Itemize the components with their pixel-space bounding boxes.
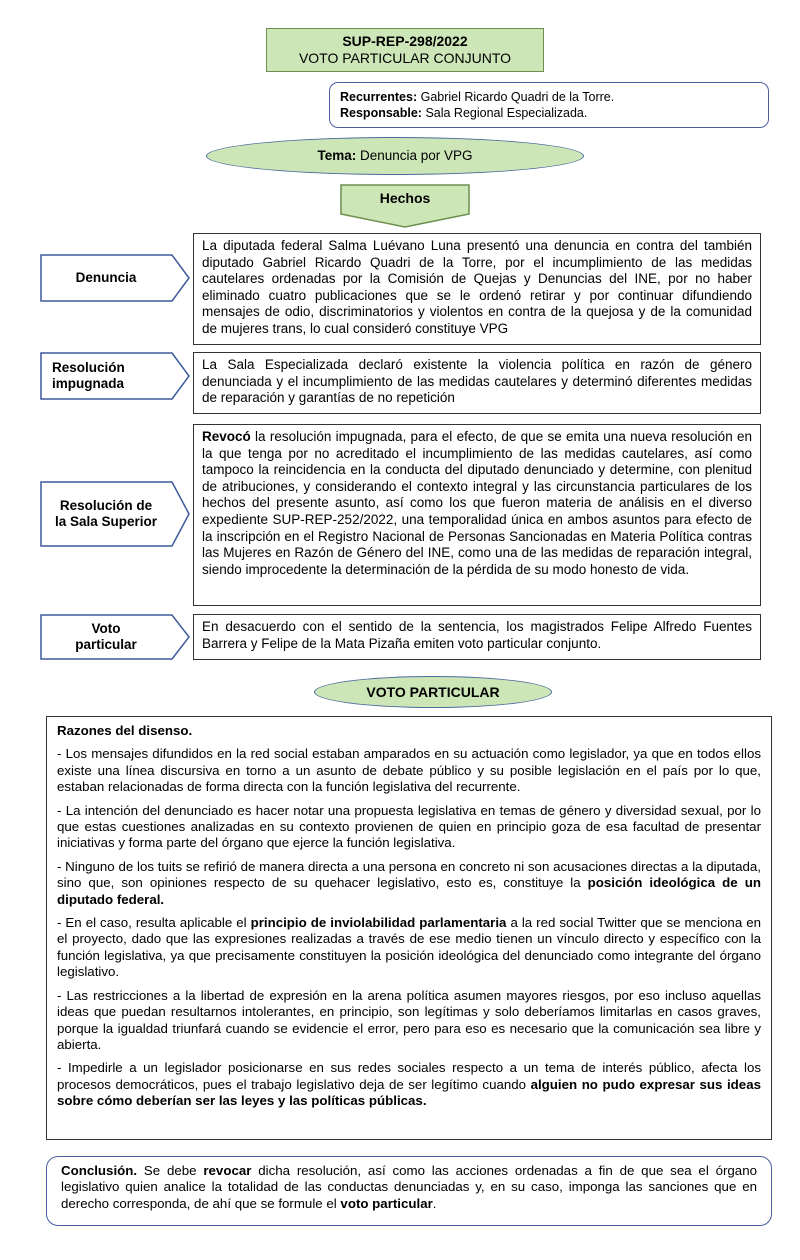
resolucion-impugnada-label-shape — [40, 352, 190, 400]
denuncia-label: Denuncia — [75, 270, 137, 285]
razon-paragraph — [57, 859, 761, 908]
razones-box — [46, 716, 772, 1140]
conclusion-text: Se debe — [137, 1163, 204, 1178]
conclusion-text: dicha resolución, así como las acciones ordenadas a fin de que sea el órgano legislativo quien analice la totalidad de las conductas denunciadas y, en su caso, imponga las sanciones que en derecho corresponda, de ahí que se formule el — [61, 1163, 757, 1211]
razon-bold: posición ideológica de un diputado federal. — [57, 875, 761, 907]
conclusion-box — [46, 1156, 772, 1226]
responsable-label: Responsable: — [340, 106, 422, 120]
razon-text: - En el caso, resulta aplicable el — [57, 915, 251, 931]
responsable-value: Sala Regional Especializada. — [421, 106, 588, 120]
resolucion-impugnada-label: Resolución impugnada — [52, 360, 125, 391]
razon-paragraph: - Los mensajes difundidos en la red social estaban amparados en su actuación como legislador, ya que en todos ellos existe una línea discursiva en torno a un asunto de debate público y su posible legislación en el país por lo que, estaban relacionadas de forma directa con la función legislativa del recurrente. — [57, 746, 761, 795]
razon-text: - Impedirle a un legislador posicionarse en sus redes sociales respecto a un tema de interés público, afecta los procesos democráticos, pues el trabajo legislativo deja de ser legítimo cuando — [57, 1060, 761, 1092]
razon-text: - Ninguno de los tuits se refirió de manera directa a una persona en concreto ni son acusaciones directas a la diputada, sino que, son opiniones respecto de su quehacer legislativo, esto es, constituye la — [57, 858, 761, 891]
document-subtitle: VOTO PARTICULAR CONJUNTO — [298, 50, 512, 66]
resolucion-sala-superior-label: Resolución de la Sala Superior — [54, 498, 158, 529]
revoco-bold: Revocó — [202, 429, 251, 444]
case-number: SUP-REP-298/2022 — [342, 33, 468, 49]
razones-heading: Razones del disenso. — [57, 723, 193, 738]
denuncia-text: La diputada federal Salma Luévano Luna presentó una denuncia en contra del también diputado Gabriel Ricardo Quadri de la Torre, por el incumplimiento de las medidas cautelares ordenadas por la Comisión de Quejas y Denuncias del INE, por no haber eliminado cuatro publicaciones que se le ordenó retirar y por continuar difundiendo mensajes de odio, discriminatorios y violentos en contra de la quejosa y de la comunidad de mujeres trans, lo cual consideró constituye VPG — [202, 238, 752, 336]
resolucion-sala-superior-text: la resolución impugnada, para el efecto, de que se emita una nueva resolución en la que tenga por no acreditado el incumplimiento de las medidas cautelares, así como tampoco la reincidencia en la conducta del diputado denunciado y determine, con plenitud de atribuciones, y considerando el contexto integral y las circunstancia particulares de los hechos del presente asunto, así como los que fueron materia de análisis en el diverso expediente SUP-REP-252/2022, una temporalidad única en ambos asuntos para efecto de la inscripción en el Registro Nacional de Personas Sancionadas en Materia Política contras las Mujeres en Razón de Género del INE, como una de las medidas de reparación integral, siendo improcedente la determinación de la pérdida de su modo honesto de vida. — [202, 429, 752, 577]
denuncia-text-box — [193, 233, 761, 345]
voto-particular-label-shape — [40, 614, 190, 660]
conclusion-bold: revocar — [203, 1163, 252, 1178]
tema-value: Denuncia por VPG — [356, 148, 473, 163]
hechos-title: Hechos — [379, 190, 431, 206]
hechos-arrow — [340, 184, 470, 228]
parties-box — [329, 82, 769, 128]
razon-text: a la red social Twitter que se menciona en el proyecto, dado que las expresiones realizadas a través de ese medio tienen un vínculo directo y específico con la función legislativa, ya que precisamente constituyen la posición ideológica del denunciado como integrante del órgano legislativo. — [57, 915, 762, 980]
document-title-box — [266, 28, 544, 72]
denuncia-label-shape — [40, 254, 190, 302]
conclusion-text: . — [432, 1195, 437, 1211]
razon-paragraph: - La intención del denunciado es hacer notar una propuesta legislativa en temas de género y diversidad sexual, por lo que estas cuestiones analizadas en su contexto provienen de quien en principio goza de esa facultad de presentar iniciativas y forma parte del órgano que ejerce la función legislativa. — [57, 802, 761, 851]
razon-paragraph — [57, 1060, 761, 1109]
resolucion-sala-superior-text-box — [193, 424, 761, 606]
resolucion-impugnada-text-box — [193, 352, 761, 414]
resolucion-impugnada-text: La Sala Especializada declaró existente la violencia política en razón de género denunciada y el incumplimiento de las medidas cautelares y determinó diferentes medidas de reparación y garantías de no repetición — [202, 357, 752, 406]
tema-label: Tema: — [317, 148, 357, 163]
conclusion-bold: voto particular — [340, 1195, 433, 1211]
razon-bold: alguien no pudo expresar sus ideas sobre cómo deberían ser las leyes y las políticas públicas. — [57, 1076, 761, 1109]
recurrentes-value: Gabriel Ricardo Quadri de la Torre. — [417, 90, 615, 104]
resolucion-sala-superior-label-shape — [40, 481, 190, 547]
voto-particular-label: Voto particular — [75, 621, 137, 652]
voto-particular-heading: VOTO PARTICULAR — [314, 676, 552, 708]
razon-bold: principio de inviolabilidad parlamentaria — [250, 915, 507, 931]
voto-particular-text-box — [193, 614, 761, 660]
razon-paragraph: - Las restricciones a la libertad de expresión en la arena política asumen mayores riesgos, por eso incluso aquellas ideas que puedan resultarnos intolerantes, en principio, son legítimas y solo deberíamos limitarlas en casos graves, porque la igualdad triunfará cuando se evidencie el error, pero para eso es necesario que la comunicación sea libre y abierta. — [57, 987, 761, 1052]
conclusion-label: Conclusión. — [61, 1163, 138, 1178]
tema-ellipse — [206, 137, 584, 175]
recurrentes-label: Recurrentes: — [340, 90, 418, 104]
voto-particular-text: En desacuerdo con el sentido de la sentencia, los magistrados Felipe Alfredo Fuentes Barrera y Felipe de la Mata Pizaña emiten voto particular conjunto. — [202, 619, 752, 651]
razon-paragraph — [57, 915, 761, 981]
